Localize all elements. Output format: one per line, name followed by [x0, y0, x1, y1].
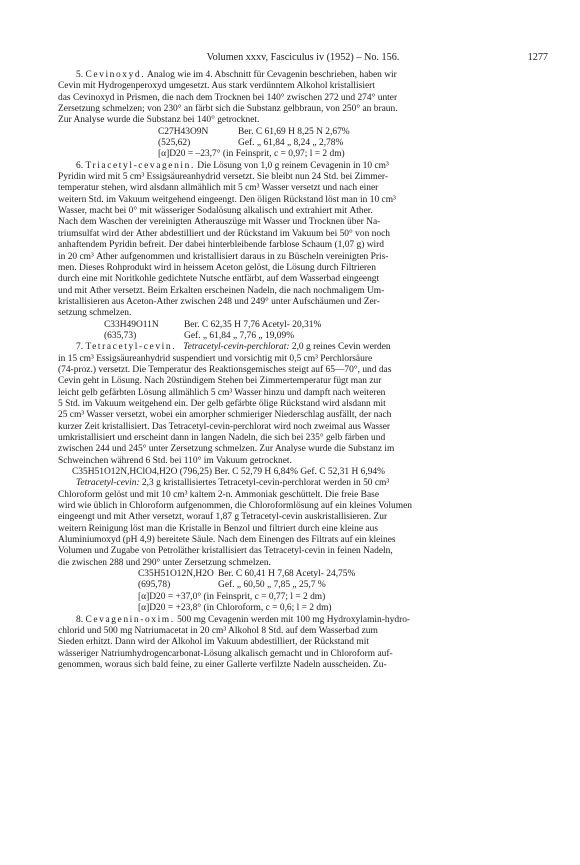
section-number: 7.: [76, 342, 84, 353]
section-5-first-line: [58, 70, 548, 81]
text-line: men. Dieses Rohprodukt wird in heissem Aceton gelöst, die Lösung durch Filtrieren: [58, 262, 376, 273]
text-line: umkristallisiert und erscheint dann in langen Nadeln, die sich bei 235° gelb färben und: [58, 433, 386, 443]
text-line: das Cevinoxyd in Prismen, die nach dem Trocknen bei 140° zwischen 272 und 274° unter: [58, 92, 398, 103]
optical-rotation: [α]D20 = –23,7° (in Feinsprit, c = 0,97; l = 2 dm): [158, 149, 345, 160]
text-line: Nach dem Waschen der vereinigten Ätherauszüge mit Wasser und Trocknen über Na-: [58, 217, 381, 228]
section-8-first-line: [58, 615, 548, 626]
text-line: 2,3 g kristallisiertes Tetracetyl-cevin-perchlorat werden in 50 cm³: [139, 478, 390, 489]
section-title: Cevagenin-oxim.: [85, 614, 175, 625]
text-line: wird wie üblich in Chloroform aufgenommen, die Chloroformlösung auf ein kleines Volumen: [58, 501, 413, 512]
analysis-block-7: [138, 569, 548, 580]
analysis-found: Gef. „ 61,84 „ 7,76 „ 19,09%: [184, 330, 295, 341]
text-line: temperatur stehen, wird alsdann allmählich mit 5 cm³ Wasser versetzt und nach einer: [58, 183, 379, 194]
text-line: Schweinchen während 6 Std. bei 110° im Vakuum getrocknet.: [58, 455, 292, 466]
molecular-weight: (695,78): [138, 580, 171, 591]
text-line: Pyridin wird mit 5 cm³ Essigsäureanhydrid versetzt. Sie bleibt nun 24 Std. bei Zimmer-: [58, 172, 389, 183]
text-line: die zwischen 288 und 290° unter Zersetzung schmelzen.: [58, 557, 271, 568]
analysis-block-6: [104, 320, 548, 331]
text-line: chlorid und 500 mg Natriumacetat in 20 cm³ Alkohol 8 Std. auf dem Wasserbad zum: [58, 625, 378, 636]
text-line: setzung schmelzen.: [58, 308, 132, 319]
text-line: und mit Äther versetzt. Beim Erkalten erscheinen Nadeln, die nach nochmaligem Um-: [58, 285, 385, 296]
text-line: Cevin geht in Lösung. Nach 20stündigem Stehen bei Zimmertemperatur fügt man zur: [58, 376, 382, 387]
analysis-block-6b: [104, 331, 548, 342]
text-line: Cevin mit Hydrogenperoxyd umgesetzt. Aus stark verdünntem Alkohol kristallisiert: [58, 81, 375, 92]
section-title: Tetracetyl-cevin.: [85, 342, 177, 353]
text-line: Wasser, macht bei 0° mit wässeriger Sodalösung alkalisch und extrahiert mit Äther.: [58, 206, 373, 217]
text-line: 5 Std. im Vakuum weitgehend ein. Der gelb gefärbte ölige Rückstand wird alsdann mit: [58, 398, 386, 409]
perchlorat-analysis: C35H51O12N,HClO4,H2O (796,25) Ber. C 52,79 H 6,84% Gef. C 52,31 H 6,94%: [72, 467, 385, 478]
text-line: Chloroform gelöst und mit 10 cm³ kaltem 2-n. Ammoniak geschüttelt. Die freie Base: [58, 489, 380, 500]
text-line: durch eine mit Noritkohle gedichtete Nutsche entfärbt, auf dem Wasserbad eingeengt: [58, 274, 380, 285]
molecular-formula: C35H51O12N,H2O: [138, 569, 214, 580]
analysis-found: Gef. „ 60,50 „ 7,85 „ 25,7 %: [218, 580, 326, 591]
text-line: Analog wie im 4. Abschnitt für Cevagenin beschrieben, haben wir: [145, 70, 397, 80]
text-line: Aluminiumoxyd (pH 4,9) bereitete Säule. Nach dem Einengen des Filtrats auf ein kleines: [58, 535, 396, 546]
journal-citation: Volumen xxxv, Fasciculus iv (1952) – No. 156.: [206, 52, 400, 63]
text-line: leicht gelb gefärbten Lösung allmählich 5 cm³ Wasser hinzu und dampft nach weiteren: [58, 387, 386, 398]
text-line: Zersetzung schmelzen; von 230° an färbt sich die Substanz gelbbraun, von 250° an braun.: [58, 104, 398, 115]
text-line: Die Lösung von 1,0 g reinem Cevagenin in 10 cm³: [194, 160, 389, 171]
subsection-title: Tetracetyl-cevin:: [76, 478, 140, 489]
article-body: [58, 70, 548, 671]
text-line: weitern Reinigung löst man die Kristalle in Benzol und filtriert durch eine kleine aus: [58, 523, 379, 534]
analysis-block-7b: [138, 580, 548, 591]
text-line: Volumen und Zugabe von Petroläther kristallisiert das Tetracetyl-cevin in feinen Nadeln,: [58, 546, 393, 557]
text-line: 500 mg Cevagenin werden mit 100 mg Hydroxylamin-hydro-: [174, 614, 411, 625]
molecular-weight: (525,62): [158, 138, 191, 149]
analysis-found: Gef. „ 61,84 „ 8,24 „ 2,78%: [238, 138, 344, 149]
text-line: genommen, woraus sich bald feine, zu einer Gallerte verfilzte Nadeln ausscheiden. Zu-: [58, 659, 387, 670]
optical-rotation: [α]D20 = +23,8° (in Chloroform, c = 0,6; l = 2 dm): [138, 603, 332, 614]
text-line: in 20 cm³ Äther aufgenommen und kristallisiert daraus in zu Büscheln vereinigten Pris-: [58, 251, 389, 262]
subsection-title: Tetracetyl-cevin-perchlorat:: [183, 342, 290, 353]
text-line: triumsulfat wird der Äther abdestilliert und der Rückstand im Vakuum bei 50° von noch: [58, 228, 391, 239]
text-line: 2,0 g reines Cevin werden: [289, 342, 391, 353]
molecular-formula: C27H43O9N: [158, 126, 209, 137]
text-line: 25 cm³ Wasser versetzt, wobei ein amorpher schmieriger Niederschlag ausfällt, der nach: [58, 410, 392, 421]
text-line: Zur Analyse wurde die Substanz bei 140° getrocknet.: [58, 115, 260, 126]
page-number: 1277: [527, 52, 548, 63]
text-line: kurzer Zeit kristallisiert. Das Tetracetyl-cevin-perchlorat wird noch zweimal aus Wasser: [58, 421, 391, 432]
analysis-calculated: Ber. C 61,69 H 8,25 N 2,67%: [238, 126, 350, 137]
text-line: (74-proz.) versetzt. Die Temperatur des Reaktionsgemisches steigt auf 65—70°, und das: [58, 364, 392, 375]
running-header: [58, 52, 548, 66]
section-number: 5.: [76, 70, 84, 80]
section-title: Cevinoxyd.: [85, 70, 146, 80]
text-line: kristallisieren aus Aceton-Äther zwischen 248 und 249° unter Aufschäumen und Zer-: [58, 296, 380, 307]
section-title: Triacetyl-cevagenin.: [85, 160, 195, 171]
text-line: anhaftendem Pyridin befreit. Der dabei hinterbleibende farblose Schaum (1,07 g) wird: [58, 240, 385, 251]
section-number: 8.: [76, 614, 84, 625]
text-line: eingeengt und mit Äther versetzt, worauf 1,87 g Tetracetyl-cevin auskristallisieren. Zur: [58, 512, 388, 523]
analysis-calculated: Ber. C 62,35 H 7,76 Acetyl- 20,31%: [184, 319, 322, 330]
subsection-first-line: [58, 478, 548, 489]
analysis-block-5b: [158, 138, 548, 149]
text-line: weitern Std. im Vakuum weitgehend eingeengt. Den öligen Rückstand löst man in 10 cm³: [58, 194, 396, 205]
text-line: wässeriger Natriumhydrogencarbonat-Lösung alkalisch gemacht und in Chloroform auf-: [58, 648, 393, 659]
text-line: Sieden erhitzt. Dann wird der Alkohol im Vakuum abdestilliert, der Rückstand mit: [58, 637, 369, 648]
text-line: zwischen 244 und 245° unter Zersetzung schmelzen. Zur Analyse wurde die Substanz im: [58, 444, 395, 455]
molecular-weight: (635,73): [104, 330, 137, 341]
section-6-first-line: [58, 161, 548, 172]
optical-rotation: [α]D20 = +37,0° (in Feinsprit, c = 0,77; l = 2 dm): [138, 591, 326, 602]
text-line: in 15 cm³ Essigsäureanhydrid suspendiert und vorsichtig mit 0,5 cm³ Perchlorsäure: [58, 353, 373, 364]
molecular-formula: C33H49O11N: [104, 319, 159, 330]
section-7-first-line: [58, 342, 548, 353]
section-number: 6.: [76, 160, 84, 171]
analysis-calculated: Ber. C 60,41 H 7,68 Acetyl- 24,75%: [218, 569, 356, 580]
analysis-block-5: [158, 127, 548, 138]
